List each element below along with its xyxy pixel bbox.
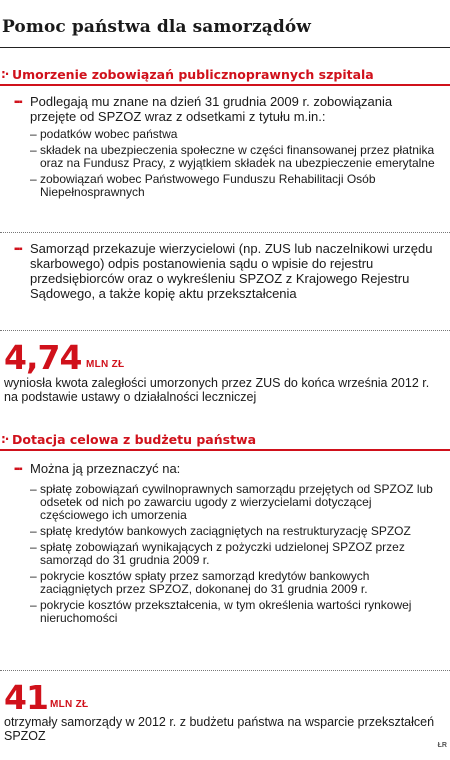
stat-value: 4,74 [4,338,82,377]
section2-heading-text: Dotacja celowa z budżetu państwa [12,432,257,447]
grid-square-bullet-icon: ▪▪▪ [14,97,22,108]
list-item-text: składek na ubezpieczenia społeczne w części finansowanej przez płatnika oraz na Fundusz Pracy, z wyjątkiem składek na ubezpieczenie emerytalne [40,143,435,170]
list-item-text: podatków wobec państwa [40,127,178,141]
list-item-text: spłatę zobowiązań wynikających z pożyczki udzielonej SPZOZ przez samorząd do 31 grudnia 2009 r. [40,540,405,567]
dotted-divider [0,330,450,331]
list-item: – zobowiązań wobec Państwowego Funduszu Rehabilitacji Osób Niepełnosprawnych [30,172,376,199]
section1-heading [0,64,450,86]
section1-sublist [30,128,438,202]
stat-unit: MLN ZŁ [50,699,89,710]
section2-heading-line [0,449,450,451]
title-rule [0,47,450,48]
section1-bullet1-text: Podlegają mu znane na dzień 31 grudnia 2009 r. zobowiązania przejęte od SPZOZ wraz z odsetkami z tytułu m.in.: [30,94,393,124]
list-item: – spłatę zobowiązań cywilnoprawnych samorządu przejętych od SPZOZ lub odsetek od nich po zawarciu ugody z wierzycielami dotyczącej częściowego ich umorzenia [30,482,433,522]
list-item: – pokrycie kosztów spłaty przez samorząd kredytów bankowych zaciągniętych przez SPZOZ, dokonanej do 31 grudnia 2009 r. [30,569,370,596]
list-item: – pokrycie kosztów przekształcenia, w tym określenia wartości rynkowej nieruchomości [30,598,412,625]
stat-value: 41 [4,678,48,717]
section1-heading-line [0,84,450,86]
list-item-text: pokrycie kosztów przekształcenia, w tym określenia wartości rynkowej nieruchomości [40,598,412,625]
dotted-arrow-icon: :· [1,67,9,81]
section2-bullet1-text: Można ją przeznaczyć na: [30,461,181,476]
section1-bullet2 [14,241,434,301]
section2-heading [0,429,450,451]
author-credit: ŁR [437,742,447,749]
list-item-text: zobowiązań wobec Państwowego Funduszu Rehabilitacji Osób Niepełnosprawnych [40,172,376,199]
list-item-text: spłatę kredytów bankowych zaciągniętych na restrukturyzację SPZOZ [40,524,411,538]
list-item-text: pokrycie kosztów spłaty przez samorząd kredytów bankowych zaciągniętych przez SPZOZ, dokonanej do 31 grudnia 2009 r. [40,569,370,596]
grid-square-bullet-icon: ▪▪▪ [14,464,22,475]
section1-heading-text: Umorzenie zobowiązań publicznoprawnych szpitala [12,67,374,82]
grid-square-bullet-icon: ▪▪▪ [14,244,22,255]
section2-sublist [30,483,438,628]
stat-text: wyniosła kwota zaległości umorzonych przez ZUS do końca września 2012 r. na podstawie ustawy o działalności leczniczej [4,376,430,404]
stat-text: otrzymały samorządy w 2012 r. z budżetu państwa na wsparcie przekształceń SPZOZ [4,715,435,743]
section2-bullet1 [14,461,434,476]
list-item: – spłatę kredytów bankowych zaciągniętych na restrukturyzację SPZOZ [30,524,411,538]
list-item: – podatków wobec państwa [30,127,178,141]
section1-bullet2-text: Samorząd przekazuje wierzycielowi (np. ZUS lub naczelnikowi urzędu skarbowego) odpis postanowienia sądu o wpisie do rejestru przedsiębiorców oraz o wykreśleniu SPZOZ z Krajowego Rejestru Sądowego, a także kopię aktu przekształcenia [30,241,433,301]
list-item-text: spłatę zobowiązań cywilnoprawnych samorządu przejętych od SPZOZ lub odsetek od nich po zawarciu ugody z wierzycielami dotyczącej częściowego ich umorzenia [40,482,433,522]
dotted-arrow-icon: :· [1,432,9,446]
stat-unit: MLN ZŁ [86,359,125,370]
list-item: – składek na ubezpieczenia społeczne w części finansowanej przez płatnika oraz na Fundusz Pracy, z wyjątkiem składek na ubezpieczenie emerytalne [30,143,435,170]
page-title: Pomoc państwa dla samorządów [2,17,311,37]
list-item: – spłatę zobowiązań wynikających z pożyczki udzielonej SPZOZ przez samorząd do 31 grudnia 2009 r. [30,540,405,567]
dotted-divider [0,232,450,233]
section1-bullet1 [14,94,434,124]
dotted-divider [0,670,450,671]
